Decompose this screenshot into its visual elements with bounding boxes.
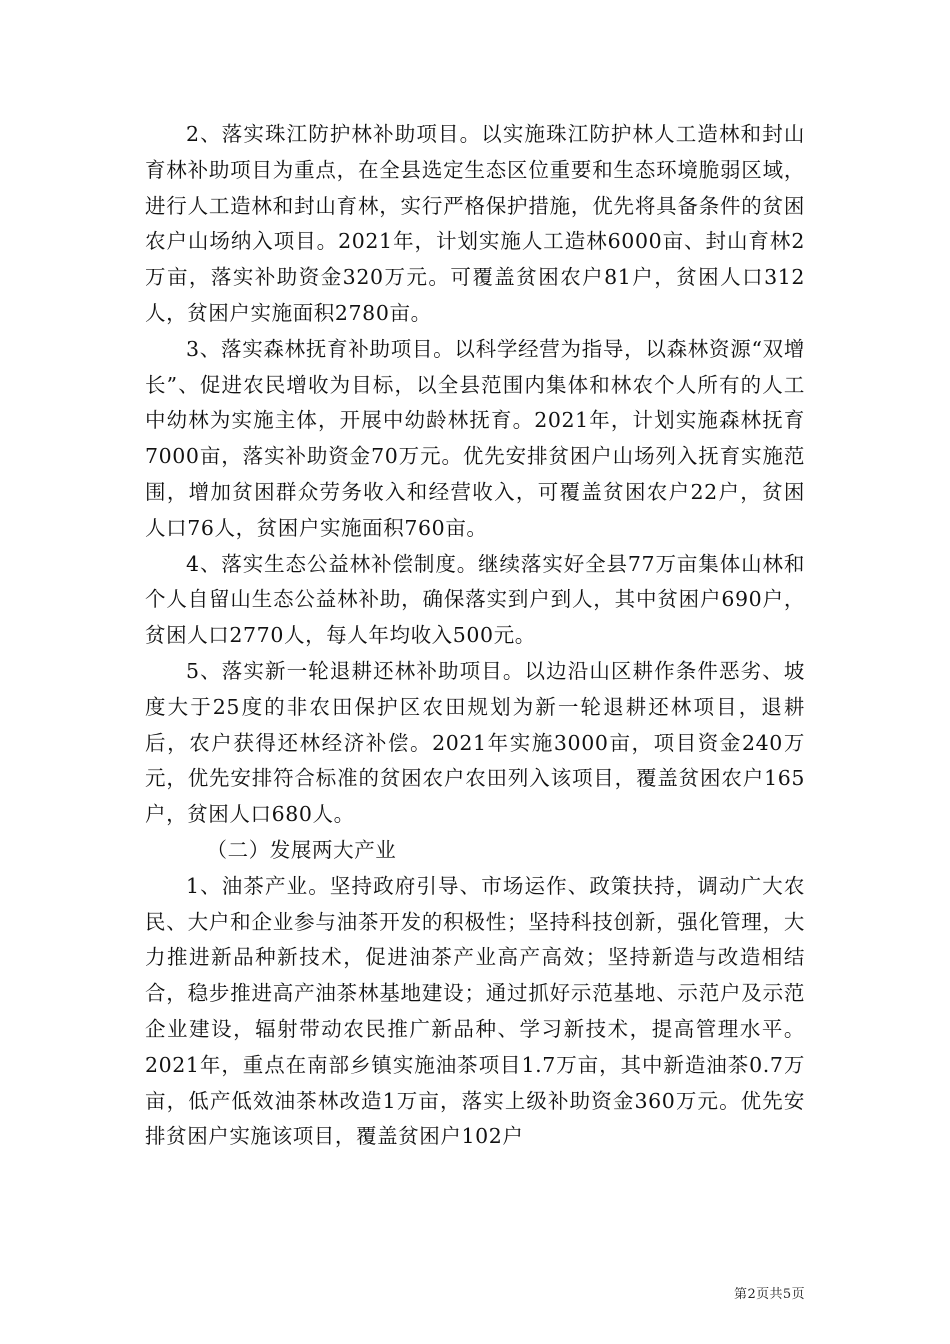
paragraph-camellia-industry: 1、油茶产业。坚持政府引导、市场运作、政策扶持，调动广大农民、大户和企业参与油茶开发的积极性；坚持科技创新，强化管理，大力推进新品种新技术，促进油茶产业高产高效；坚持新造与改造相结合，稳步推进高产油茶林基地建设；通过抓好示范基地、示范户及示范企业建设，辐射带动农民推广新品种、学习新技术，提高管理水平。2021年，重点在南部乡镇实施油茶项目1.7万亩，其中新造油茶0.7万亩，低产低效油茶林改造1万亩，落实上级补助资金360万元。优先安排贫困户实施该项目，覆盖贫困户102户 [145, 873, 805, 1149]
paragraph-returning-farmland: 5、落实新一轮退耕还林补助项目。以边沿山区耕作条件恶劣、坡度大于25度的非农田保护区农田规划为新一轮退耕还林项目，退耕后，农户获得还林经济补偿。2021年实施3000亩，项目资金240万元，优先安排符合标准的贫困农户农田列入该项目，覆盖贫困农户165户，贫困人口680人。 [145, 658, 805, 827]
section-heading: （二）发展两大产业 [206, 837, 397, 862]
paragraph-zhujiang-shelterbelt: 2、落实珠江防护林补助项目。以实施珠江防护林人工造林和封山育林补助项目为重点，在全县选定生态区位重要和生态环境脆弱区域，进行人工造林和封山育林，实行严格保护措施，优先将具备条件的贫困农户山场纳入项目。2021年，计划实施人工造林6000亩、封山育林2万亩，落实补助资金320万元。可覆盖贫困农户81户，贫困人口312人，贫困户实施面积2780亩。 [145, 122, 805, 325]
paragraph-ecological-forest: 4、落实生态公益林补偿制度。继续落实好全县77万亩集体山林和个人自留山生态公益林补助，确保落实到户到人，其中贫困户690户，贫困人口2770人，每人年均收入500元。 [145, 551, 805, 648]
paragraph-forest-tending: 3、落实森林抚育补助项目。以科学经营为指导，以森林资源“双增长”、促进农民增收为目标，以全县范围内集体和林农个人所有的人工中幼林为实施主体，开展中幼龄林抚育。2021年，计划实施森林抚育7000亩，落实补助资金70万元。优先安排贫困户山场列入抚育实施范围，增加贫困群众劳务收入和经营收入，可覆盖贫困农户22户，贫困人口76人，贫困户实施面积760亩。 [145, 336, 805, 540]
document-body [145, 117, 805, 1155]
page-number: 第2页共5页 [734, 1287, 805, 1302]
